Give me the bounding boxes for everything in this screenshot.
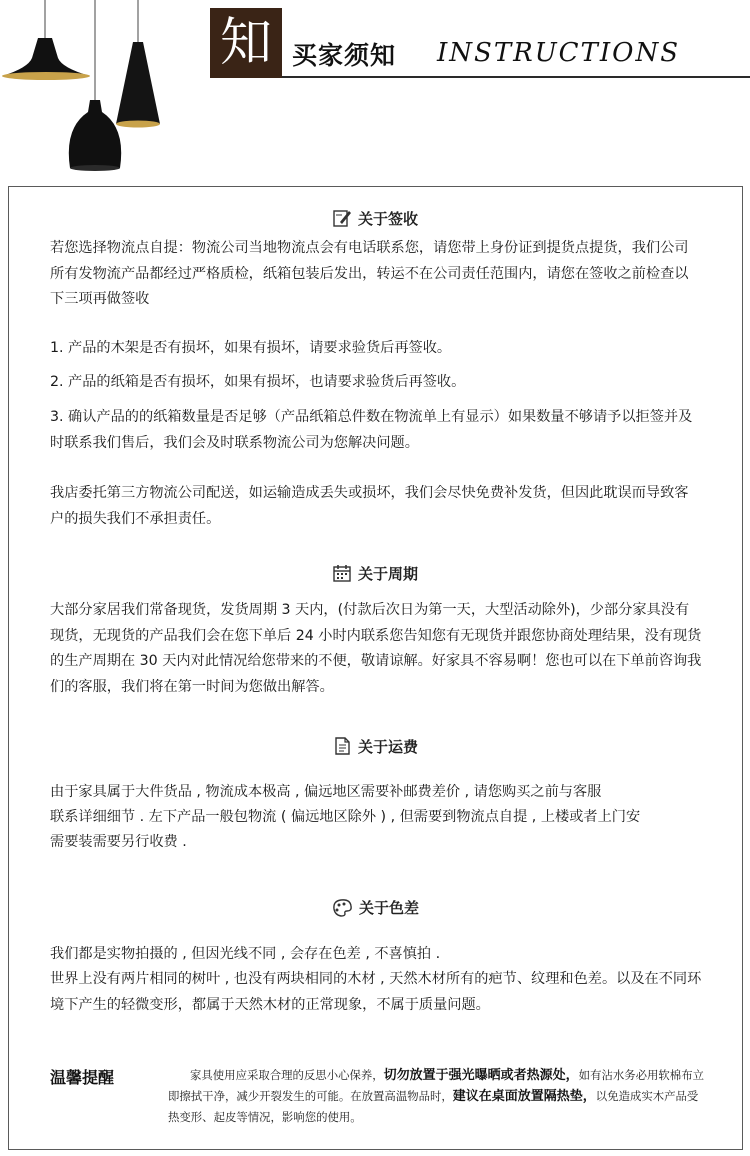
section-color-title: 关于色差 [0, 897, 750, 921]
tip-label: 温馨提醒 [50, 1068, 115, 1087]
section-signing-title: 关于签收 [0, 208, 750, 232]
color-line-1: 我们都是实物拍摄的 , 但因光线不同 , 会存在色差 , 不喜慎拍 . [50, 946, 441, 962]
signing-item-3: 3. 确认产品的的纸箱数量是否足够（产品纸箱总件数在物流单上有显示）如果数量不够请予以拒签并及时联系我们售后，我们会及时联系物流公司为您解决问题。 [50, 409, 693, 451]
signing-item-1: 1. 产品的木架是否有损坏，如果有损坏，请要求验货后再签收。 [50, 340, 452, 356]
sign-icon [332, 208, 352, 232]
page-subtitle: INSTRUCTIONS [437, 38, 681, 68]
signing-note: 我店委托第三方物流公司配送，如运输造成丢失或损坏，我们会尽快免费补发货，但因此耽误而导致客户的损失我们不承担责任。 [50, 485, 689, 527]
tip-text: 家具使用应采取合理的反思小心保养，切勿放置于强光曝晒或者热源处，如有沾水务必用软棉布立即擦拭干净，减少开裂发生的可能。在放置高温物品时，建议在桌面放置隔热垫，以免造成实木产品受热变形、起皮等情况，影响您的使用。 [168, 1068, 704, 1124]
shipping-line-2: 联系详细细节 . 左下产品一般包物流 ( 偏远地区除外 ) , 但需要到物流点自提 , 上楼或者上门安 [50, 809, 641, 825]
shipping-line-3: 需要装需要另行收费 . [50, 834, 187, 850]
header-divider [282, 76, 750, 78]
color-text: 世界上没有两片相同的树叶 , 也没有两块相同的木材 , 天然木材所有的疤节、纹理和色差。以及在不同环境下产生的轻微变形，都属于天然木材的正常现象，不属于质量问题。 [50, 971, 702, 1013]
section-shipping-title: 关于运费 [0, 736, 750, 760]
page-title: 买家须知 [292, 41, 397, 70]
pendant-lamps-image [0, 0, 200, 178]
signing-intro: 若您选择物流点自提：物流公司当地物流点会有电话联系您，请您带上身份证到提货点提货，我们公司所有发物流产品都经过严格质检，纸箱包装后发出，转运不在公司责任范围内，请您在签收之前检查以下三项再做签收 [50, 240, 689, 307]
shipping-line-1: 由于家具属于大件货品 , 物流成本极高 , 偏远地区需要补邮费差价 , 请您购买之前与客服 [50, 784, 602, 800]
palette-icon [331, 897, 353, 921]
signing-item-2: 2. 产品的纸箱是否有损坏，如果有损坏，也请要求验货后再签收。 [50, 374, 466, 390]
section-period-title: 关于周期 [0, 563, 750, 587]
page-header [0, 0, 750, 178]
header-char-badge: 知 [210, 8, 282, 78]
period-text: 大部分家居我们常备现货，发货周期 3 天内，(付款后次日为第一天，大型活动除外)，少部分家具没有现货，无现货的产品我们会在您下单后 24 小时内联系您告知您有无现货并跟您协商处理结果，没有现货的生产周期在 30 天内对此情况给您带来的不便，敬请谅解。好家具不容易啊！您也可以在下单前咨询我们的客服，我们将在第一时间为您做出解答。 [50, 602, 702, 695]
calendar-icon [332, 563, 352, 587]
document-icon [332, 736, 352, 760]
